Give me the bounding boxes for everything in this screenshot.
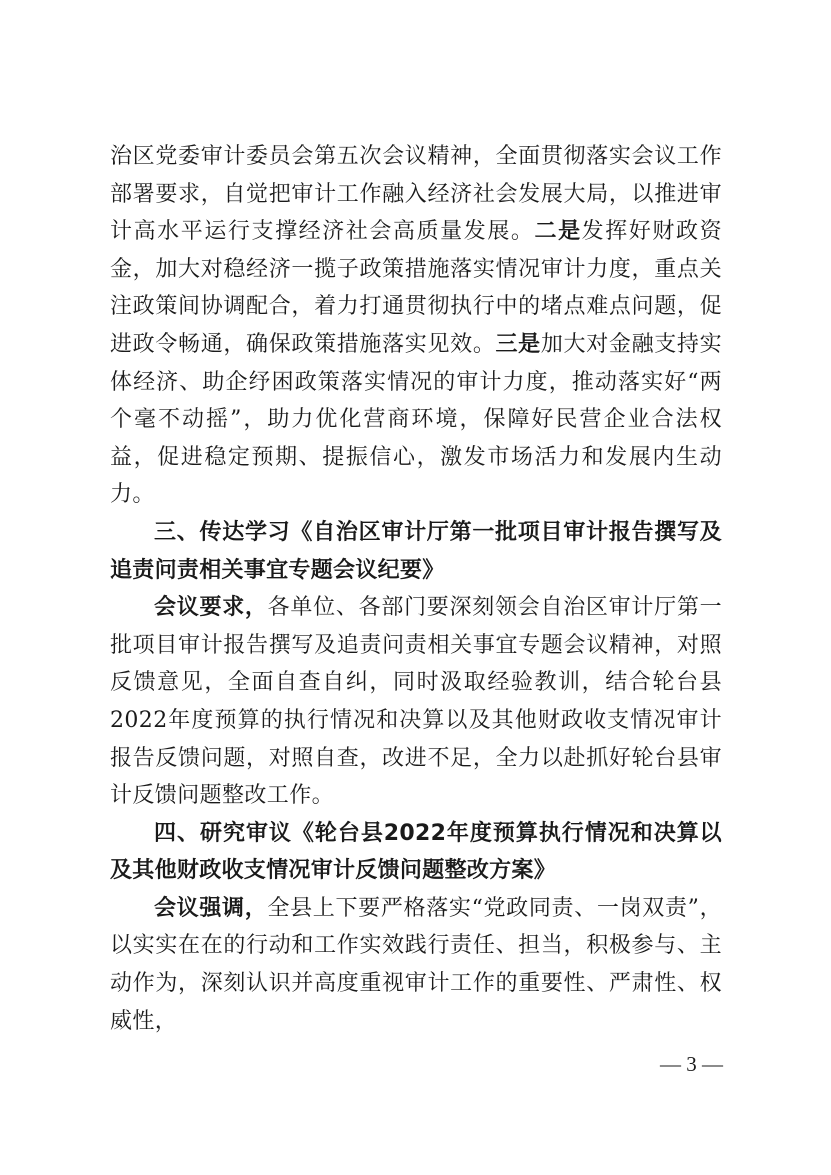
section-3-lead: 会议要求， bbox=[154, 594, 268, 621]
paragraph-continuation bbox=[110, 138, 722, 514]
paragraph-text: 加大对金融支持实体经济、助企纾困政策落实情况的审计力度，推动落实好“两个毫不动摇”，助力优化营商环境，保障好民营企业合法权益，促进稳定预期、提振信心，激发市场活力和发展内生动力。 bbox=[110, 331, 722, 508]
section-4-body: 全县上下要严格落实“党政同责、一岗双责”，以实实在在的行动和工作实效践行责任、担当，积极参与、主动作为，深刻认识并高度重视审计工作的重要性、严肃性、权威性， bbox=[110, 895, 722, 1034]
section-3-paragraph bbox=[110, 589, 722, 815]
document-body bbox=[110, 138, 722, 1040]
section-3-heading: 三、传达学习《自治区审计厅第一批项目审计报告撰写及追责问责相关事宜专题会议纪要》 bbox=[110, 519, 722, 583]
section-4-paragraph bbox=[110, 890, 722, 1040]
section-4-lead: 会议强调， bbox=[154, 894, 268, 921]
page-number: — 3 — bbox=[660, 1052, 723, 1076]
paragraph-text: 发挥好财政资金，加大对稳经济一揽子政策措施落实情况审计力度，重点关注政策间协调配合，着力打通贯彻执行中的堵点难点问题，促进政令畅通，确保政策措施落实见效。 bbox=[110, 219, 722, 357]
paragraph-text: 治区党委审计委员会第五次会议精神，全面贯彻落实会议工作部署要求，自觉把审计工作融入经济社会发展大局，以推进审计高水平运行支撑经济社会高质量发展。 bbox=[110, 144, 722, 245]
section-4-heading: 四、研究审议《轮台县2022年度预算执行情况和决算以及其他财政收支情况审计反馈问题整改方案》 bbox=[110, 820, 722, 884]
section-3-body: 各单位、各部门要深刻领会自治区审计厅第一批项目审计报告撰写及追责问责相关事宜专题会议精神，对照反馈意见，全面自查自纠，同时汲取经验教训，结合轮台县2022年度预算的执行情况和决算以及其他财政收支情况审计报告反馈问题，对照自查，改进不足，全力以赴抓好轮台县审计反馈问题整改工作。 bbox=[110, 595, 722, 809]
bold-marker-two: 二是 bbox=[534, 218, 582, 245]
bold-marker-three: 三是 bbox=[495, 330, 541, 357]
